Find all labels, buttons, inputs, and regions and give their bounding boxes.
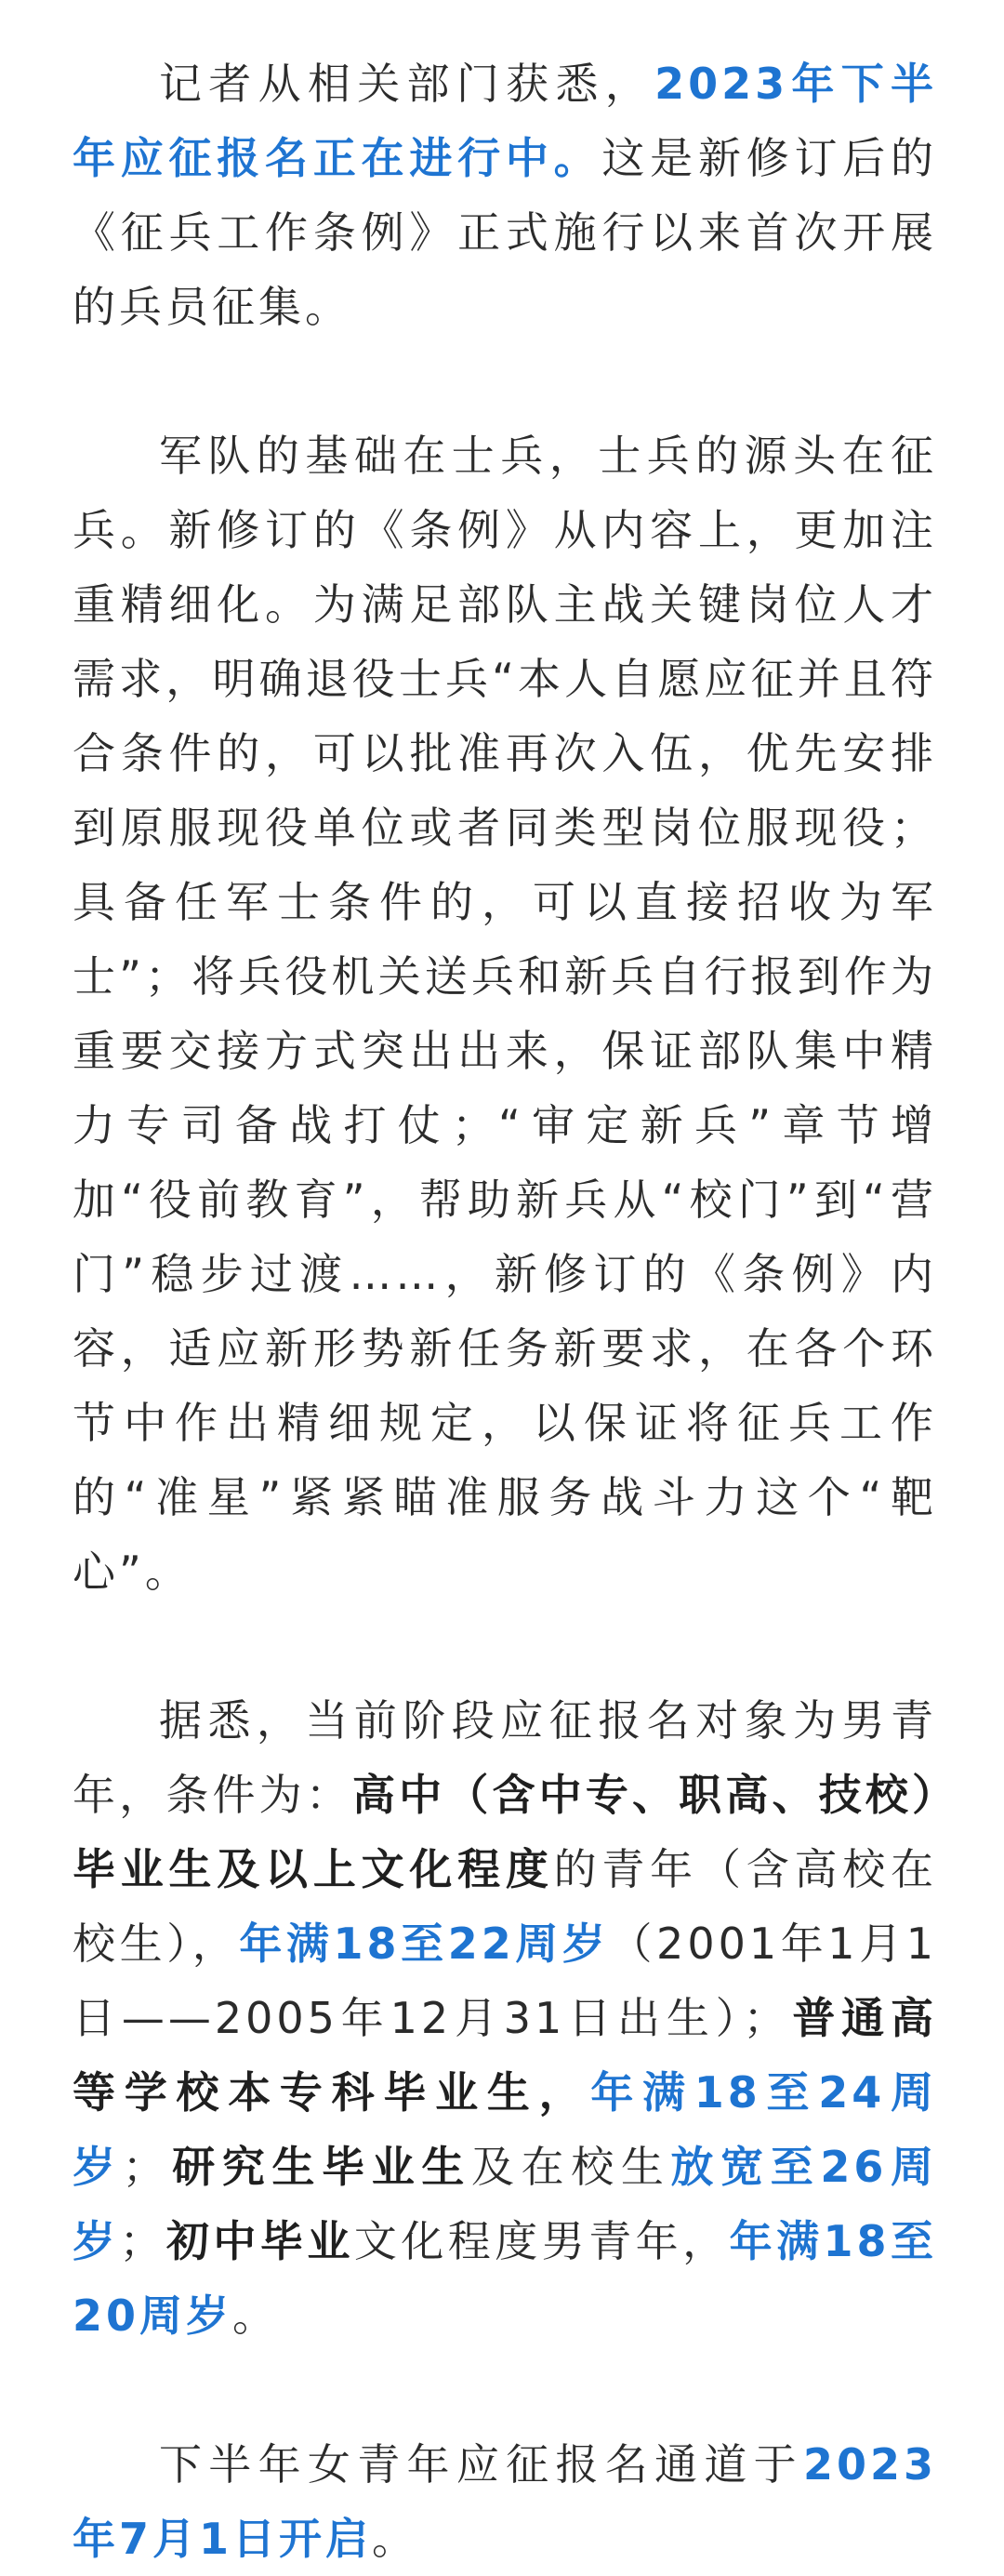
text-segment: ； (122, 2142, 169, 2192)
highlight-open-date: 2023年7月1日开启 (73, 2439, 937, 2564)
text-segment: ； (119, 2216, 166, 2266)
text-segment: 文化程度男青年， (353, 2216, 730, 2266)
bold-graduate-students: 研究生毕业生 (168, 2142, 471, 2192)
article-body (73, 46, 937, 2576)
highlight-registration-in-progress: 2023年下半年应征报名正在进行中。 (73, 59, 938, 183)
text-segment: （2001年1月1日——2005年12月31日出生）； (73, 1919, 937, 2043)
text-segment: 军队的基础在士兵，士兵的源头在征兵。新修订的《条例》从内容上，更加注重精细化。为满足部队主战关键岗位人才需求，明确退役士兵“本人自愿应征并且符合条件的，可以批准再次入伍，优先安排到原服现役单位或者同类型岗位服现役；具备任军士条件的，可以直接招收为军士”；将兵役机关送兵和新兵自行报到作为重要交接方式突出出来，保证部队集中精力专司备战打仗；“审定新兵”章节增加“役前教育”，帮助新兵从“校门”到“营门”稳步过渡……，新修订的《条例》内容，适应新形势新任务新要求，在各个环节中作出精细规定，以保证将征兵工作的“准星”紧紧瞄准服务战斗力这个“靶心”。 (73, 431, 937, 1597)
highlight-age-26: 放宽至26周岁 (73, 2142, 938, 2266)
paragraph-female-registration (73, 2427, 937, 2576)
highlight-age-18-24: 年满18至24周岁 (73, 2067, 937, 2192)
highlight-age-18-20: 年满18至20周岁 (73, 2216, 938, 2341)
text-segment: 记者从相关部门获悉， (159, 59, 655, 109)
text-segment: 的青年（含高校在校生）， (73, 1844, 938, 1969)
bold-college-graduates: 普通高等学校本专科毕业生， (73, 1993, 938, 2118)
paragraph-registration-news (73, 46, 937, 344)
paragraph-regulation-details (73, 418, 937, 1609)
text-segment: 下半年女青年应征报名通道于 (159, 2439, 803, 2490)
text-segment: 据悉，当前阶段应征报名对象为男青年，条件为： (73, 1695, 937, 1820)
paragraph-eligibility (73, 1683, 937, 2353)
text-segment: 这是新修订后的《征兵工作条例》正式施行以来首次开展的兵员征集。 (73, 133, 938, 332)
text-segment: 。 (372, 2514, 419, 2564)
text-segment: 。 (232, 2291, 280, 2341)
bold-junior-high: 初中毕业 (165, 2216, 354, 2266)
bold-education-requirement: 高中（含中专、职高、技校）毕业生及以上文化程度 (73, 1770, 938, 1894)
text-segment: 及在校生 (471, 2142, 671, 2192)
highlight-age-18-22: 年满18至22周岁 (239, 1919, 610, 1969)
